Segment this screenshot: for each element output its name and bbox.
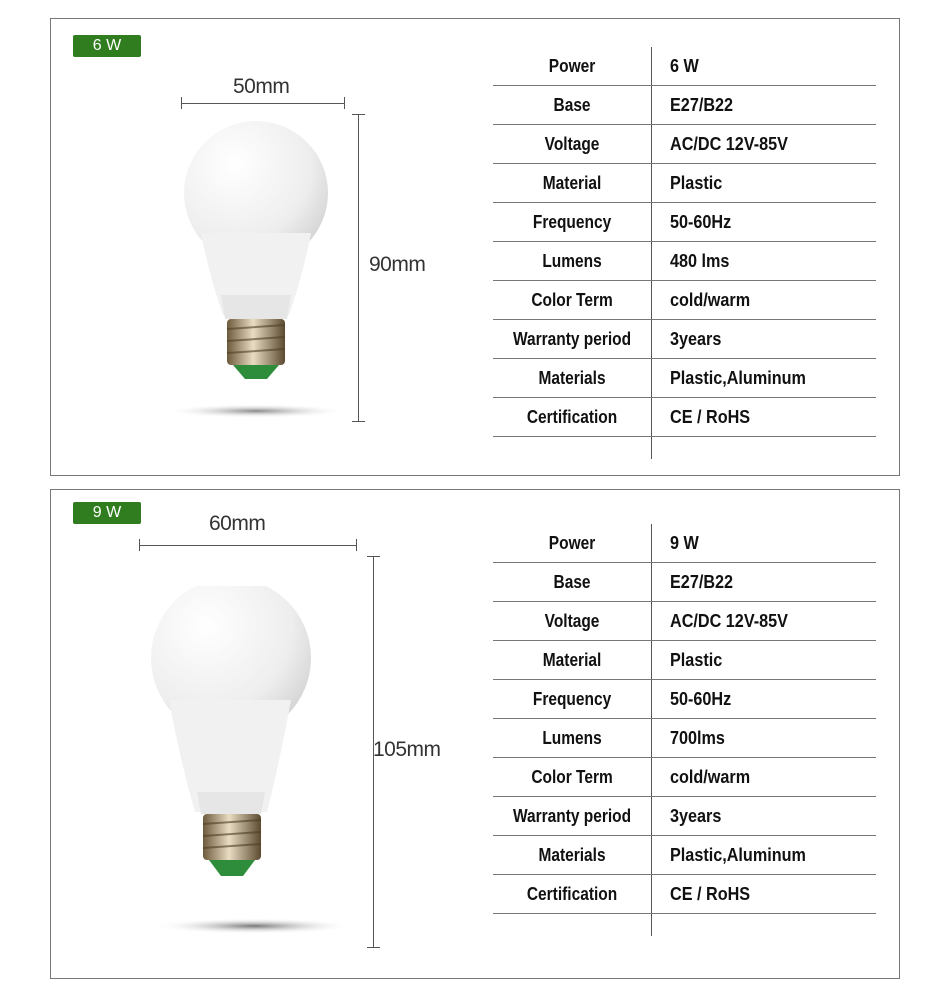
- spec-row: [493, 47, 876, 86]
- spec-value: [652, 758, 877, 797]
- spec-value-text: 9 W: [670, 532, 699, 553]
- spec-value: [652, 797, 877, 836]
- spec-row: [493, 320, 876, 359]
- spec-table-tail: [493, 914, 876, 937]
- width-dimension-tick: [181, 97, 182, 109]
- spec-value-text: AC/DC 12V-85V: [670, 133, 788, 154]
- spec-row: [493, 836, 876, 875]
- spec-value: [652, 203, 877, 242]
- spec-value-text: E27/B22: [670, 94, 734, 115]
- spec-tail-cell: [652, 437, 877, 460]
- height-dimension-tick: [367, 556, 380, 557]
- spec-value-text: 3years: [670, 328, 722, 349]
- spec-key: Warranty period: [504, 797, 640, 836]
- spec-value-text: cold/warm: [670, 289, 751, 310]
- spec-value-text: Plastic: [670, 649, 723, 670]
- spec-tail-cell: [504, 914, 640, 937]
- spec-value-text: cold/warm: [670, 766, 751, 787]
- spec-value-text: 700lms: [670, 727, 725, 748]
- spec-row: [493, 875, 876, 914]
- spec-key: Certification: [504, 875, 640, 914]
- spec-key: Certification: [504, 398, 640, 437]
- height-dimension-tick: [367, 947, 380, 948]
- spec-value-text: Plastic,Aluminum: [670, 367, 806, 388]
- spec-row: [493, 563, 876, 602]
- spec-key: Lumens: [504, 719, 640, 758]
- spec-value-text: 50-60Hz: [670, 211, 732, 232]
- bulb-figure: [71, 19, 491, 475]
- spec-value: [652, 680, 877, 719]
- spec-key: Power: [504, 47, 640, 86]
- spec-value: [652, 86, 877, 125]
- spec-tail-cell: [504, 437, 640, 460]
- spec-key: Warranty period: [504, 320, 640, 359]
- spec-value: [652, 125, 877, 164]
- spec-value-text: Plastic: [670, 172, 723, 193]
- spec-row: [493, 281, 876, 320]
- spec-value: [652, 398, 877, 437]
- spec-row: [493, 242, 876, 281]
- spec-table: [493, 524, 876, 936]
- spec-key: Voltage: [504, 602, 640, 641]
- spec-value: [652, 563, 877, 602]
- spec-value: [652, 242, 877, 281]
- width-dimension-line: [139, 545, 357, 546]
- spec-value-text: 6 W: [670, 55, 699, 76]
- height-dimension-label: 105mm: [373, 738, 441, 761]
- spec-key: Voltage: [504, 125, 640, 164]
- height-dimension-label: 90mm: [369, 253, 426, 276]
- spec-value: [652, 281, 877, 320]
- spec-key: Base: [504, 86, 640, 125]
- spec-key: Material: [504, 641, 640, 680]
- spec-row: [493, 164, 876, 203]
- spec-row: [493, 758, 876, 797]
- spec-value: [652, 164, 877, 203]
- spec-row: [493, 719, 876, 758]
- width-dimension-label: 50mm: [233, 75, 290, 98]
- width-dimension-label: 60mm: [209, 512, 266, 535]
- spec-value: [652, 641, 877, 680]
- spec-key: Lumens: [504, 242, 640, 281]
- spec-row: [493, 359, 876, 398]
- spec-tail-cell: [652, 914, 877, 937]
- width-dimension-line: [181, 103, 345, 104]
- spec-value-text: 50-60Hz: [670, 688, 732, 709]
- wattage-badge: 9 W: [73, 502, 141, 524]
- spec-key: Color Term: [504, 281, 640, 320]
- spec-table-tail: [493, 437, 876, 460]
- spec-row: [493, 797, 876, 836]
- spec-value: [652, 836, 877, 875]
- bulb-figure: [71, 490, 491, 978]
- height-dimension-tick: [352, 114, 365, 115]
- spec-value-text: Plastic,Aluminum: [670, 844, 806, 865]
- spec-row: [493, 602, 876, 641]
- spec-value: [652, 359, 877, 398]
- spec-row: [493, 641, 876, 680]
- spec-row: [493, 398, 876, 437]
- spec-row: [493, 524, 876, 563]
- spec-key: Color Term: [504, 758, 640, 797]
- spec-table: [493, 47, 876, 459]
- spec-value-text: E27/B22: [670, 571, 734, 592]
- width-dimension-tick: [344, 97, 345, 109]
- spec-key: Power: [504, 524, 640, 563]
- spec-value-text: CE / RoHS: [670, 406, 751, 427]
- spec-row: [493, 203, 876, 242]
- spec-row: [493, 680, 876, 719]
- width-dimension-tick: [356, 539, 357, 551]
- led-bulb-image: [149, 586, 359, 942]
- spec-key: Materials: [504, 836, 640, 875]
- product-panel-9w: [50, 489, 900, 979]
- height-dimension-tick: [352, 421, 365, 422]
- spec-row: [493, 125, 876, 164]
- spec-value-text: 3years: [670, 805, 722, 826]
- spec-value-text: 480 lms: [670, 250, 730, 271]
- spec-key: Materials: [504, 359, 640, 398]
- wattage-badge: 6 W: [73, 35, 141, 57]
- spec-key: Frequency: [504, 203, 640, 242]
- spec-key: Material: [504, 164, 640, 203]
- spec-value: [652, 320, 877, 359]
- spec-value: [652, 875, 877, 914]
- spec-row: [493, 86, 876, 125]
- spec-value: [652, 719, 877, 758]
- spec-value-text: AC/DC 12V-85V: [670, 610, 788, 631]
- spec-value-text: CE / RoHS: [670, 883, 751, 904]
- width-dimension-tick: [139, 539, 140, 551]
- height-dimension-line: [358, 114, 359, 422]
- spec-value: [652, 602, 877, 641]
- spec-key: Frequency: [504, 680, 640, 719]
- product-panel-6w: [50, 18, 900, 476]
- led-bulb-image: [161, 115, 351, 425]
- spec-key: Base: [504, 563, 640, 602]
- spec-value: [652, 47, 877, 86]
- spec-value: [652, 524, 877, 563]
